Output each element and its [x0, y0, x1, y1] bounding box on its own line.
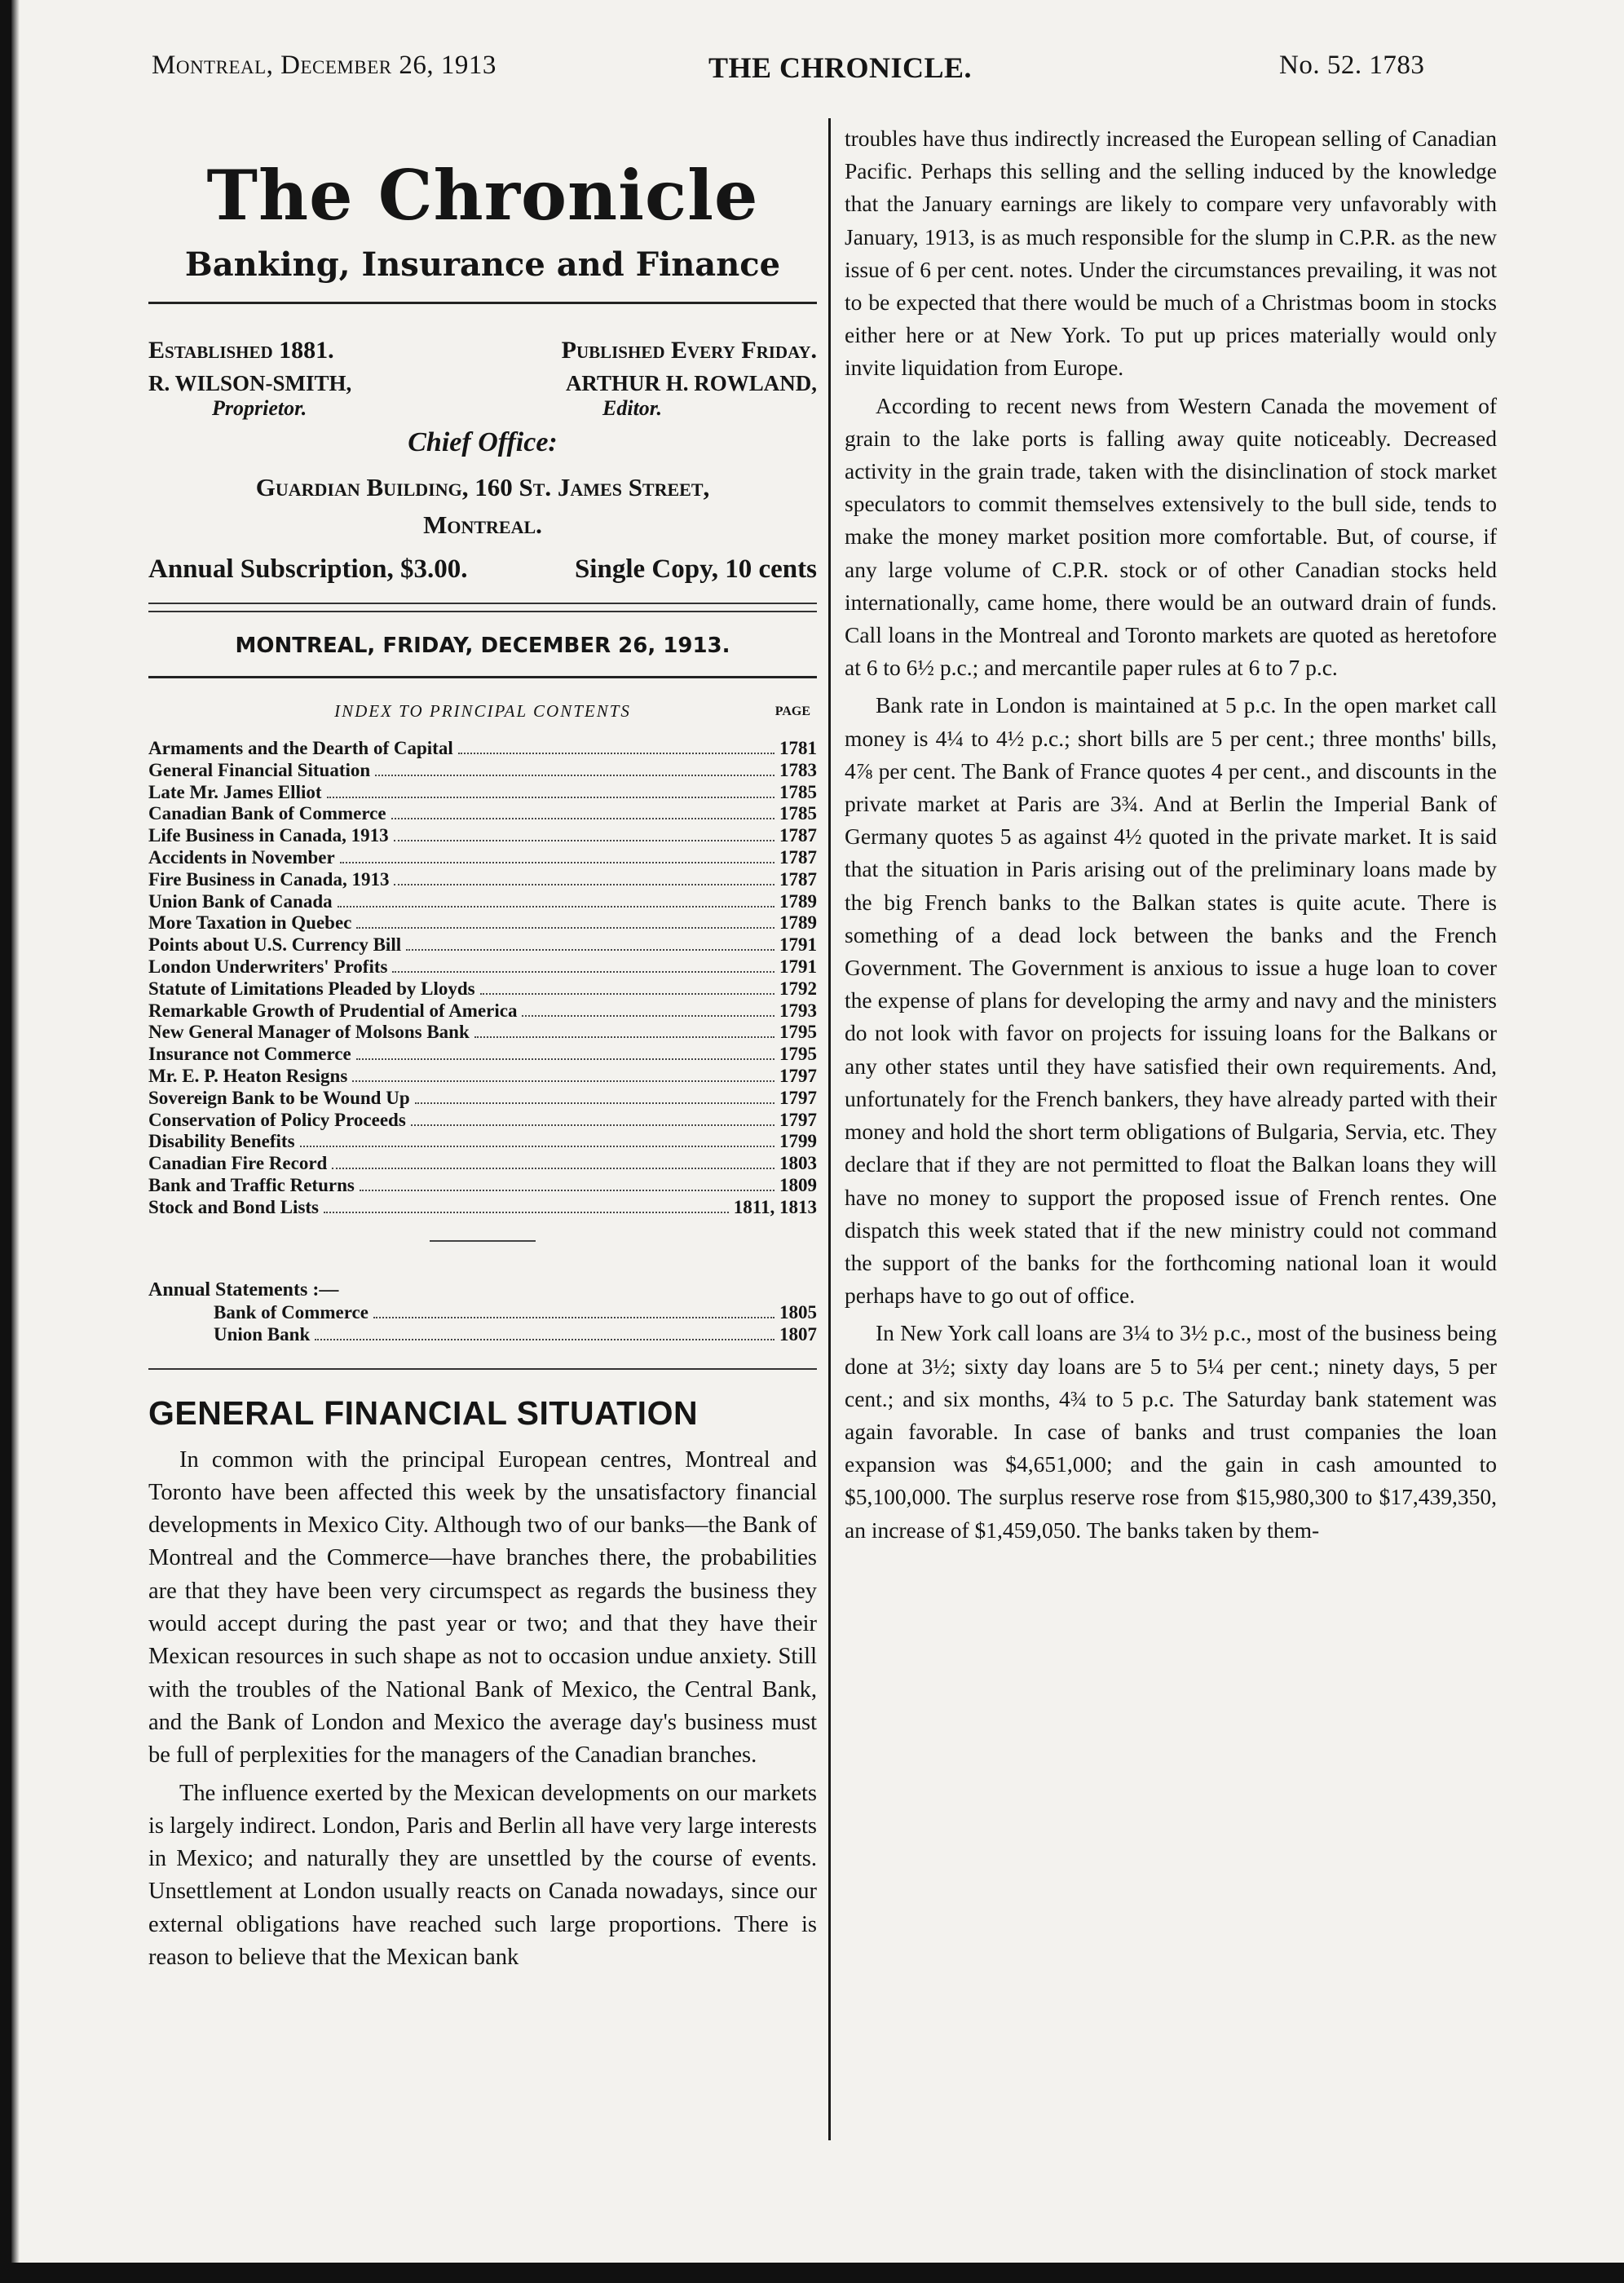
editor-role: Editor.	[602, 396, 662, 420]
entry-page-number: 1799	[779, 1131, 817, 1152]
publication-info-row	[148, 337, 817, 364]
entry-title: Conservation of Policy Proceeds	[148, 1109, 406, 1130]
leader-dots	[373, 1317, 774, 1318]
index-entry	[148, 847, 817, 869]
proprietor-name: R. WILSON-SMITH,	[148, 371, 352, 395]
index-entry	[148, 1131, 817, 1153]
office-address: Guardian Building, 160 St. James Street,	[255, 473, 710, 501]
index-entry	[148, 1066, 817, 1088]
staff-roles-row	[148, 396, 817, 421]
entry-page-number: 1797	[779, 1065, 817, 1086]
index-entry	[148, 760, 817, 782]
entry-page-number: 1792	[779, 978, 817, 999]
entry-page-number: 1791	[779, 956, 817, 977]
leader-dots	[394, 884, 774, 885]
index-entry	[148, 891, 817, 913]
entry-title: Union Bank	[214, 1323, 311, 1345]
proprietor-role: Proprietor.	[212, 396, 307, 420]
index-entry	[148, 1175, 817, 1197]
masthead-title: The Chronicle	[206, 155, 759, 236]
entry-title: New General Manager of Molsons Bank	[148, 1022, 470, 1043]
article-paragraph: In common with the principal European centres, Montreal and Toronto have been affected this week by the unsatisfactory financial developments in Mexico City. Although two of our banks—the Bank of Montreal and the Commerce—have branches there, the probabilities are that they have been very circumspect as regards the business they would accept during the past year or two; and that they have their Mexican resources in such shape as not to occasion undue anxiety. Still with the troubles of the National Bank of Mexico, the Central Bank, and the Bank of London and Mexico the average day's business must be full of perplexities for the managers of the Canadian branches.	[148, 1446, 817, 1769]
established-text: Established 1881.	[148, 337, 334, 364]
article-paragraph: In New York call loans are 3¼ to 3½ p.c., most of the business being done at 3½; sixty day loans are 5 to 5¼ per cent.; ninety days, 5 per cent.; and six months, 4¾ to 5 p.c. The Saturday bank statement was again favorable. In case of banks and trust companies the loan expansion was $4,651,000; and the gain in cash amounted to $5,100,000. The surplus reserve rose from $15,980,300 to $17,439,350, an increase of $1,459,050. The banks taken by them-	[845, 1320, 1497, 1543]
annual-statements-heading: Annual Statements :—	[148, 1278, 339, 1300]
entry-title: Armaments and the Dearth of Capital	[148, 738, 453, 758]
leader-dots	[315, 1339, 774, 1340]
entry-title: Sovereign Bank to be Wound Up	[148, 1087, 410, 1108]
entry-title: Remarkable Growth of Prudential of America	[148, 1000, 518, 1021]
leader-dots	[480, 993, 774, 995]
editor-name: ARTHUR H. ROWLAND,	[565, 371, 817, 395]
index-list	[148, 738, 817, 1219]
leader-dots	[327, 797, 774, 798]
entry-title: Bank and Traffic Returns	[148, 1174, 355, 1195]
leader-dots	[300, 1146, 774, 1147]
column-divider	[828, 118, 831, 2140]
published-text: Published Every Friday.	[561, 337, 817, 364]
dateline-rule	[148, 676, 817, 678]
entry-page-number: 1793	[779, 1000, 817, 1021]
entry-title: Statute of Limitations Pleaded by Lloyds	[148, 978, 475, 999]
entry-title: More Taxation in Quebec	[148, 912, 352, 934]
entry-page-number: 1807	[779, 1323, 817, 1345]
leader-dots	[340, 862, 774, 863]
leader-dots	[352, 1080, 774, 1082]
subscription-rule-double	[148, 611, 817, 612]
entry-page-number: 1797	[779, 1109, 817, 1130]
entry-page-number: 1795	[779, 1022, 817, 1043]
office-city: Montreal.	[423, 510, 542, 539]
index-entry	[148, 978, 817, 1000]
article-right-body	[845, 390, 1497, 1547]
entry-page-number: 1785	[779, 781, 817, 802]
issue-dateline: MONTREAL, FRIDAY, DECEMBER 26, 1913.	[235, 634, 730, 658]
leader-dots	[394, 840, 774, 841]
statement-entry	[214, 1323, 817, 1345]
entry-page-number: 1809	[779, 1174, 817, 1195]
entry-page-number: 1797	[779, 1087, 817, 1108]
entry-page-number: 1787	[779, 868, 817, 890]
left-column	[148, 122, 817, 1974]
index-entry	[148, 803, 817, 825]
index-title	[148, 701, 817, 722]
entry-page-number: 1795	[779, 1044, 817, 1065]
index-entry	[148, 825, 817, 847]
leader-dots	[332, 1168, 774, 1169]
entry-page-number: 1805	[779, 1301, 817, 1323]
index-entry	[148, 1153, 817, 1175]
annual-subscription: Annual Subscription, $3.00.	[148, 554, 468, 584]
subscription-rule	[148, 603, 817, 604]
entry-page-number: 1803	[779, 1153, 817, 1174]
subscription-row	[148, 554, 817, 585]
entry-title: Points about U.S. Currency Bill	[148, 934, 402, 956]
entry-title: Stock and Bond Lists	[148, 1196, 319, 1217]
entry-page-number: 1787	[779, 846, 817, 868]
leader-dots	[360, 1190, 774, 1191]
entry-title: Bank of Commerce	[214, 1301, 368, 1323]
entry-title: Union Bank of Canada	[148, 890, 333, 912]
index-entry	[148, 1088, 817, 1110]
article-paragraph: The influence exerted by the Mexican developments on our markets is largely indirect. London, Paris and Berlin all have very large interests in Mexico; and naturally they are unsettled by the course of events. Unsettlement at London usually reacts on Canada nowadays, since our external obligations have reached such large proportions. There is reason to believe that the Mexican bank	[148, 1780, 817, 1970]
staff-names-row	[148, 371, 817, 396]
index-entry	[148, 912, 817, 934]
entry-page-number: 1785	[779, 803, 817, 824]
index-entry	[148, 1000, 817, 1022]
page-edge-shadow	[11, 0, 20, 2263]
article-paragraph: Bank rate in London is maintained at 5 p.c. In the open market call money is 4¼ to 4½ p.c.; short bills are 5 per cent.; three months' bills, 4⅞ per cent. The Bank of France quotes 4 per cent., and discounts in the private market at Paris are 3¾. And at Berlin the Imperial Bank of Germany quotes 5 as against 4½ quoted in the private market. It is said that the situation in Paris arising out of the preliminary loans made by the big French banks to the Balkan states is quite acute. There is something of a dead lock between the banks and the French Government. The Government is anxious to issue a huge loan to cover the expense of plans for developing the army and navy and the ministers do not look with favor on projects for issuing loans for the Balkans or any other states until they have satisfied their own requirements. And, unfortunately for the French bankers, they have already parted with their money and hold the short term obligations of Bulgaria, Servia, etc. They declare that if they are not permitted to float the Balkan loans they will have no money to support the proposed issue of French rentes. One dispatch this week stated that if the new ministry could not command the support of the banks for the forthcoming national loan it would perhaps have to go out of office.	[845, 692, 1497, 1309]
leader-dots	[415, 1102, 774, 1104]
entry-page-number: 1787	[779, 825, 817, 846]
leader-dots	[356, 1058, 774, 1060]
entry-page-number: 1783	[779, 759, 817, 780]
entry-title: Canadian Fire Record	[148, 1153, 328, 1174]
index-bottom-rule	[148, 1368, 817, 1370]
leader-dots	[356, 927, 774, 929]
article-left-body	[148, 1444, 817, 1975]
leader-dots	[324, 1212, 729, 1213]
leader-dots	[338, 906, 774, 907]
index-entry	[148, 1044, 817, 1066]
right-column	[845, 122, 1497, 1547]
leader-dots	[411, 1124, 774, 1126]
leader-dots	[375, 775, 774, 776]
annual-statements-list	[148, 1301, 817, 1345]
entry-title: Disability Benefits	[148, 1131, 295, 1152]
entry-page-number: 1789	[779, 912, 817, 934]
article-paragraph-continued: troubles have thus indirectly increased the European selling of Canadian Pacific. Perhaps this selling and the selling induced by the knowledge that the January earnings are likely to compare very unfavorably with January, 1913, is as much responsible for the slump in C.P.R. as the new issue of 6 per cent. notes. Under the circumstances prevailing, it was not to be expected that there would be much of a Christmas boom in stocks either here or at New York. To put up prices materially would only invite liquidation from Europe.	[845, 126, 1497, 381]
leader-dots	[458, 753, 774, 754]
masthead-subtitle: Banking, Insurance and Finance	[184, 245, 781, 284]
entry-title: Accidents in November	[148, 846, 335, 868]
index-page-label: PAGE	[774, 704, 810, 718]
index-title-text: INDEX TO PRINCIPAL CONTENTS	[334, 701, 631, 721]
entry-page-number: 1789	[779, 890, 817, 912]
leader-dots	[392, 971, 774, 973]
index-entry	[148, 782, 817, 804]
leader-dots	[474, 1036, 774, 1038]
index-entry	[148, 1110, 817, 1132]
leader-dots	[406, 949, 774, 951]
entry-title: Insurance not Commerce	[148, 1044, 351, 1065]
article-title: GENERAL FINANCIAL SITUATION	[148, 1393, 699, 1432]
index-entry	[148, 934, 817, 956]
index-entry	[148, 956, 817, 978]
running-header-date: Montreal, December 26, 1913	[152, 51, 496, 80]
entry-page-number: 1811, 1813	[733, 1196, 817, 1217]
statement-entry	[214, 1301, 817, 1323]
leader-dots	[522, 1015, 774, 1017]
entry-title: Late Mr. James Elliot	[148, 781, 322, 802]
entry-title: General Financial Situation	[148, 759, 371, 780]
index-entry	[148, 869, 817, 891]
entry-title: Fire Business in Canada, 1913	[148, 868, 390, 890]
chief-office-label: Chief Office:	[408, 427, 558, 457]
entry-title: Canadian Bank of Commerce	[148, 803, 386, 824]
entry-page-number: 1781	[779, 738, 817, 758]
running-header-title: THE CHRONICLE.	[708, 51, 973, 84]
entry-page-number: 1791	[779, 934, 817, 956]
entry-title: Life Business in Canada, 1913	[148, 825, 389, 846]
index-entry	[148, 1197, 817, 1219]
entry-title: Mr. E. P. Heaton Resigns	[148, 1065, 348, 1086]
leader-dots	[391, 818, 774, 819]
article-paragraph: According to recent news from Western Canada the movement of grain to the lake ports is falling away quite noticeably. Decreased activity in the grain trade, taken with the disinclination of stock market speculators to commit themselves extensively to the bull side, tends to make the money market position more comfortable. But, of course, if any large volume of C.P.R. stock or of other Canadian stocks held internationally, came home, there would be an outward drain of funds. Call loans in the Montreal and Toronto markets are quoted as heretofore at 6 to 6½ p.c.; and mercantile paper rules at 6 to 7 p.c.	[845, 392, 1497, 681]
newspaper-page	[11, 0, 1624, 2263]
masthead-rule	[148, 302, 817, 304]
running-header-page-number: No. 52. 1783	[1279, 51, 1425, 80]
index-entry	[148, 738, 817, 760]
entry-title: London Underwriters' Profits	[148, 956, 388, 977]
single-copy-price: Single Copy, 10 cents	[574, 554, 817, 584]
index-entry	[148, 1022, 817, 1044]
statements-rule	[430, 1240, 536, 1242]
